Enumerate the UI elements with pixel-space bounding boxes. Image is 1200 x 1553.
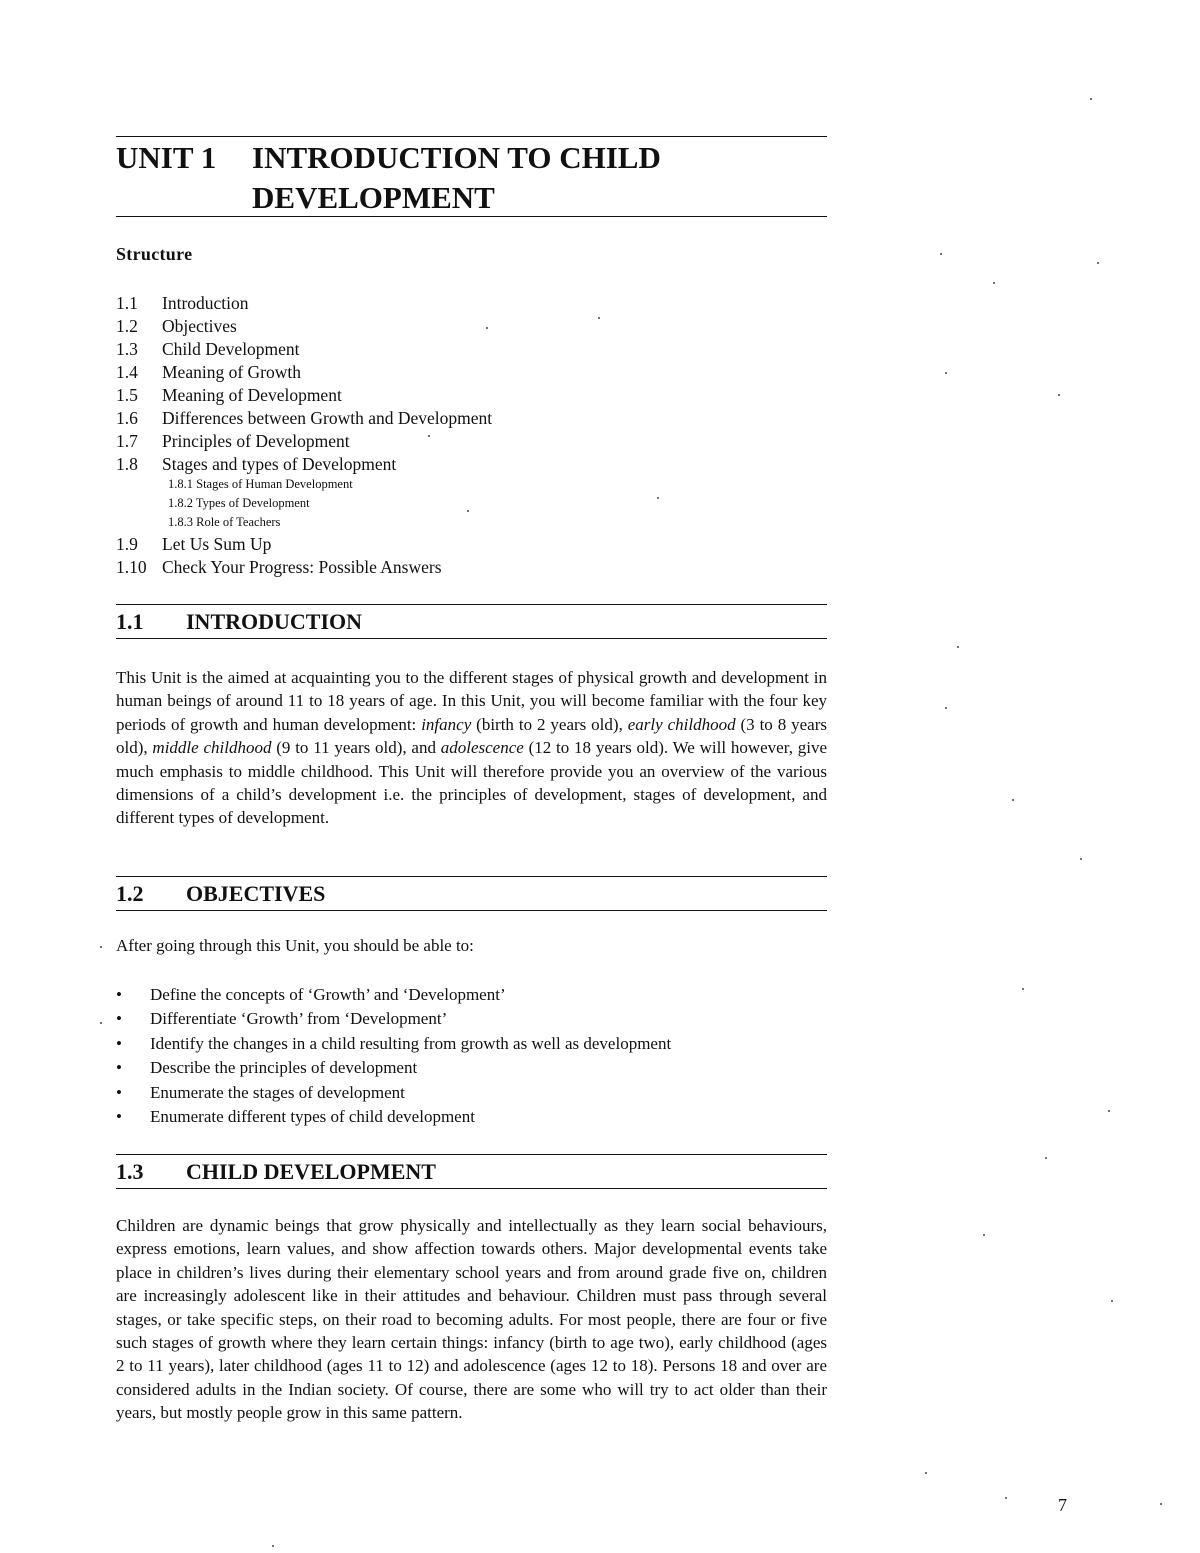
scan-speck (100, 1022, 102, 1024)
scan-speck (467, 510, 469, 512)
scan-speck (993, 282, 995, 284)
toc-item-number: 1.8 (116, 454, 138, 474)
toc-item-label: Check Your Progress: Possible Answers (162, 557, 442, 577)
scan-speck (1111, 1300, 1113, 1302)
scan-speck (1080, 858, 1082, 860)
list-item-text: Enumerate different types of child development (150, 1107, 475, 1126)
section-top-rule (116, 1154, 827, 1155)
scan-speck (940, 253, 942, 255)
toc-item-number: 1.2 (116, 316, 138, 336)
scan-speck (1090, 98, 1092, 100)
paragraph-text: This Unit is the aimed at acquainting you to the different stages of physical growth and development in human beings of around 11 to 18 years of age. In this Unit, you will become familiar with the four key periods of growth and human development: (116, 668, 827, 734)
scan-speck (1022, 988, 1024, 990)
list-item (116, 985, 506, 1005)
toc-item-label: Objectives (162, 316, 237, 336)
unit-title-line-2: DEVELOPMENT (252, 180, 495, 215)
toc-item (116, 431, 350, 452)
list-item-text: Define the concepts of ‘Growth’ and ‘Development’ (150, 985, 506, 1004)
toc-item-label: Introduction (162, 293, 249, 313)
scan-speck (598, 317, 600, 319)
toc-subitem: 1.8.1 Stages of Human Development (168, 477, 353, 491)
toc-item-number: 1.6 (116, 408, 138, 428)
scan-speck (983, 1234, 985, 1236)
scan-speck (657, 497, 659, 499)
scan-speck (428, 435, 430, 437)
section-bottom-rule (116, 638, 827, 639)
scan-speck (486, 327, 488, 329)
toc-item-label: Child Development (162, 339, 300, 359)
child-development-paragraph: Children are dynamic beings that grow physically and intellectually as they learn social behaviours, express emotions, learn values, and show affection towards others. Major developmental events take place in children’s lives during their elementary school years and from around grade five on, children are increasingly adolescent like in their attitudes and behaviour. Children must pass through several stages, or take specific steps, on their road to becoming adults. For most people, there are four or five such stages of growth where they learn certain things: infancy (birth to age two), early childhood (ages 2 to 11 years), later childhood (ages 11 to 12) and adolescence (ages 12 to 18). Persons 18 and over are considered adults in the Indian society. Of course, there are some who will try to act older than their years, but mostly people grow in this same pattern. (116, 1216, 827, 1423)
paragraph-text: (12 to 18 years old). We will however, give much emphasis to middle childhood. This Unit will therefore provide you an overview of the various dimensions of a child’s development i.e. the principles of development, stages of development, and different types of development. (116, 738, 827, 828)
toc-item (116, 339, 300, 360)
toc-item (116, 385, 342, 406)
section-bottom-rule (116, 1188, 827, 1189)
scan-speck (925, 1472, 927, 1474)
bullet-icon: • (116, 1009, 122, 1028)
section-bottom-rule (116, 910, 827, 911)
scan-speck (1005, 1497, 1007, 1499)
list-item-text: Enumerate the stages of development (150, 1083, 405, 1102)
section-heading-objectives (116, 881, 325, 907)
section-top-rule (116, 876, 827, 877)
toc-item (116, 293, 249, 314)
term-middle-childhood: middle childhood (152, 738, 272, 758)
section-number: 1.2 (116, 881, 144, 906)
toc-item (116, 557, 442, 578)
bullet-icon: • (116, 1083, 122, 1102)
unit-title-line-1: INTRODUCTION TO CHILD (252, 140, 661, 175)
toc-item-number: 1.4 (116, 362, 138, 382)
list-item (116, 1083, 405, 1103)
toc-item-number: 1.10 (116, 557, 147, 577)
toc-item-label: Let Us Sum Up (162, 534, 272, 554)
list-item (116, 1058, 417, 1078)
bullet-icon: • (116, 1034, 122, 1053)
section-number: 1.3 (116, 1159, 144, 1184)
list-item-text: Differentiate ‘Growth’ from ‘Development’ (150, 1009, 448, 1028)
section-heading-child-development (116, 1159, 436, 1185)
section-title: INTRODUCTION (186, 609, 363, 634)
scan-speck (1012, 799, 1014, 801)
section-number: 1.1 (116, 609, 144, 634)
toc-item (116, 316, 237, 337)
list-item-text: Identify the changes in a child resulting from growth as well as development (150, 1034, 672, 1053)
section-title: OBJECTIVES (186, 881, 326, 906)
toc-item-label: Stages and types of Development (162, 454, 397, 474)
toc-subitem: 1.8.3 Role of Teachers (168, 515, 281, 529)
paragraph-text: (9 to 11 years old), and (271, 738, 441, 758)
toc-item (116, 362, 301, 383)
scan-speck (1108, 1110, 1110, 1112)
toc-item-number: 1.7 (116, 431, 138, 451)
page-number: 7 (1058, 1495, 1067, 1515)
scan-speck (100, 946, 102, 948)
paragraph-text: (birth to 2 years old), (471, 714, 628, 734)
bullet-icon: • (116, 985, 122, 1004)
toc-subitem: 1.8.2 Types of Development (168, 496, 310, 510)
toc-item (116, 454, 396, 475)
paragraph-text: (3 to 8 years old), (116, 714, 827, 758)
toc-item-number: 1.9 (116, 534, 138, 554)
scan-speck (1160, 1503, 1162, 1505)
section-heading-introduction (116, 609, 362, 635)
objectives-intro: After going through this Unit, you should be able to: (116, 936, 474, 955)
structure-heading: Structure (116, 244, 193, 264)
toc-item-number: 1.5 (116, 385, 138, 405)
term-adolescence: adolescence (440, 738, 524, 758)
bullet-icon: • (116, 1058, 122, 1077)
toc-item (116, 534, 271, 555)
term-infancy: infancy (421, 714, 472, 734)
list-item (116, 1009, 447, 1029)
term-early-childhood: early childhood (627, 714, 736, 734)
list-item-text: Describe the principles of development (150, 1058, 418, 1077)
introduction-paragraph (116, 666, 827, 830)
title-bottom-rule (116, 216, 827, 217)
toc-item-label: Differences between Growth and Development (162, 408, 493, 428)
scan-speck (1045, 1157, 1047, 1159)
scan-speck (945, 372, 947, 374)
scan-speck (945, 707, 947, 709)
scan-speck (957, 646, 959, 648)
list-item (116, 1107, 475, 1127)
toc-item-number: 1.1 (116, 293, 138, 313)
toc-item (116, 408, 492, 429)
toc-item-label: Principles of Development (162, 431, 350, 451)
scan-speck (272, 1545, 274, 1547)
toc-item-label: Meaning of Development (162, 385, 342, 405)
toc-item-number: 1.3 (116, 339, 138, 359)
unit-number: UNIT 1 (116, 140, 217, 175)
section-top-rule (116, 604, 827, 605)
bullet-icon: • (116, 1107, 122, 1126)
title-top-rule (116, 136, 827, 137)
scan-speck (1058, 394, 1060, 396)
section-title: CHILD DEVELOPMENT (186, 1159, 436, 1184)
list-item (116, 1034, 671, 1054)
scan-speck (1097, 262, 1099, 264)
toc-item-label: Meaning of Growth (162, 362, 302, 382)
